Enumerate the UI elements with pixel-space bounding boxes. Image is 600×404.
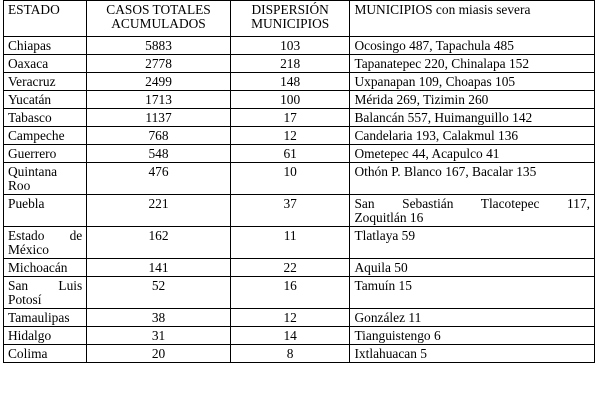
cell-dispersion: 103 <box>230 37 350 55</box>
table-row <box>4 195 595 227</box>
cell-estado: Tabasco <box>4 109 87 127</box>
cell-estado: Tamaulipas <box>4 309 87 327</box>
cell-estado: Yucatán <box>4 91 87 109</box>
cell-estado: Michoacán <box>4 259 87 277</box>
table-row <box>4 73 595 91</box>
cell-estado: Veracruz <box>4 73 87 91</box>
cell-casos: 162 <box>87 227 231 259</box>
municipios-line-2: Zoquitlán 16 <box>354 210 424 225</box>
cell-municipios: Balancán 557, Huimanguillo 142 <box>350 109 595 127</box>
table-row <box>4 91 595 109</box>
estado-line-2: Potosí <box>8 292 42 307</box>
table-row <box>4 327 595 345</box>
table-row <box>4 109 595 127</box>
cell-municipios <box>350 195 595 227</box>
header-municipios: MUNICIPIOS con miasis severa <box>350 1 595 37</box>
cell-casos: 476 <box>87 163 231 195</box>
cell-dispersion: 11 <box>230 227 350 259</box>
cell-estado: Campeche <box>4 127 87 145</box>
cell-estado: Colima <box>4 345 87 363</box>
estado-line-2: México <box>8 242 49 257</box>
cell-estado: Quintana Roo <box>4 163 87 195</box>
header-casos-totales: CASOS TOTALES ACUMULADOS <box>87 1 231 37</box>
cell-casos: 141 <box>87 259 231 277</box>
cell-casos: 38 <box>87 309 231 327</box>
cell-casos: 768 <box>87 127 231 145</box>
cell-casos: 52 <box>87 277 231 309</box>
municipios-line-1: San Sebastián Tlacotepec 117, <box>354 196 590 211</box>
cell-municipios: Uxpanapan 109, Choapas 105 <box>350 73 595 91</box>
table-header-row <box>4 1 595 37</box>
estado-line-1: San Luis <box>8 278 83 293</box>
header-estado: ESTADO <box>4 1 87 37</box>
cell-dispersion: 148 <box>230 73 350 91</box>
cell-municipios: Candelaria 193, Calakmul 136 <box>350 127 595 145</box>
table-row <box>4 259 595 277</box>
cell-municipios: Tlatlaya 59 <box>350 227 595 259</box>
cell-dispersion: 17 <box>230 109 350 127</box>
cell-casos: 5883 <box>87 37 231 55</box>
cell-municipios: Tamuín 15 <box>350 277 595 309</box>
cell-casos: 221 <box>87 195 231 227</box>
cell-casos: 1713 <box>87 91 231 109</box>
estado-line-1: Estado de <box>8 228 83 243</box>
cell-casos: 2778 <box>87 55 231 73</box>
cell-dispersion: 61 <box>230 145 350 163</box>
header-dispersion: DISPERSIÓN MUNICIPIOS <box>230 1 350 37</box>
table-row <box>4 309 595 327</box>
cell-casos: 31 <box>87 327 231 345</box>
cell-estado <box>4 277 87 309</box>
cell-dispersion: 100 <box>230 91 350 109</box>
table-row <box>4 163 595 195</box>
table-row <box>4 345 595 363</box>
table-row <box>4 227 595 259</box>
table-row <box>4 145 595 163</box>
cell-casos: 548 <box>87 145 231 163</box>
cell-casos: 2499 <box>87 73 231 91</box>
cell-dispersion: 8 <box>230 345 350 363</box>
table-row <box>4 55 595 73</box>
cell-municipios: Tapanatepec 220, Chinalapa 152 <box>350 55 595 73</box>
cell-casos: 1137 <box>87 109 231 127</box>
cell-dispersion: 16 <box>230 277 350 309</box>
cell-estado: Hidalgo <box>4 327 87 345</box>
cell-dispersion: 14 <box>230 327 350 345</box>
table-row <box>4 37 595 55</box>
cell-estado <box>4 227 87 259</box>
cell-municipios: Ocosingo 487, Tapachula 485 <box>350 37 595 55</box>
cell-estado: Puebla <box>4 195 87 227</box>
cell-dispersion: 37 <box>230 195 350 227</box>
cell-dispersion: 10 <box>230 163 350 195</box>
miasis-cases-table <box>3 0 595 363</box>
cell-estado: Guerrero <box>4 145 87 163</box>
table-row <box>4 277 595 309</box>
cell-dispersion: 218 <box>230 55 350 73</box>
cell-municipios: Tianguistengo 6 <box>350 327 595 345</box>
cell-municipios: Ometepec 44, Acapulco 41 <box>350 145 595 163</box>
cell-estado: Chiapas <box>4 37 87 55</box>
cell-estado: Oaxaca <box>4 55 87 73</box>
cell-municipios: Ixtlahuacan 5 <box>350 345 595 363</box>
cell-dispersion: 12 <box>230 309 350 327</box>
cell-municipios: Mérida 269, Tizimin 260 <box>350 91 595 109</box>
cell-dispersion: 12 <box>230 127 350 145</box>
cell-casos: 20 <box>87 345 231 363</box>
table-row <box>4 127 595 145</box>
cell-municipios: Aquila 50 <box>350 259 595 277</box>
cell-dispersion: 22 <box>230 259 350 277</box>
cell-municipios: Othón P. Blanco 167, Bacalar 135 <box>350 163 595 195</box>
cell-municipios: González 11 <box>350 309 595 327</box>
